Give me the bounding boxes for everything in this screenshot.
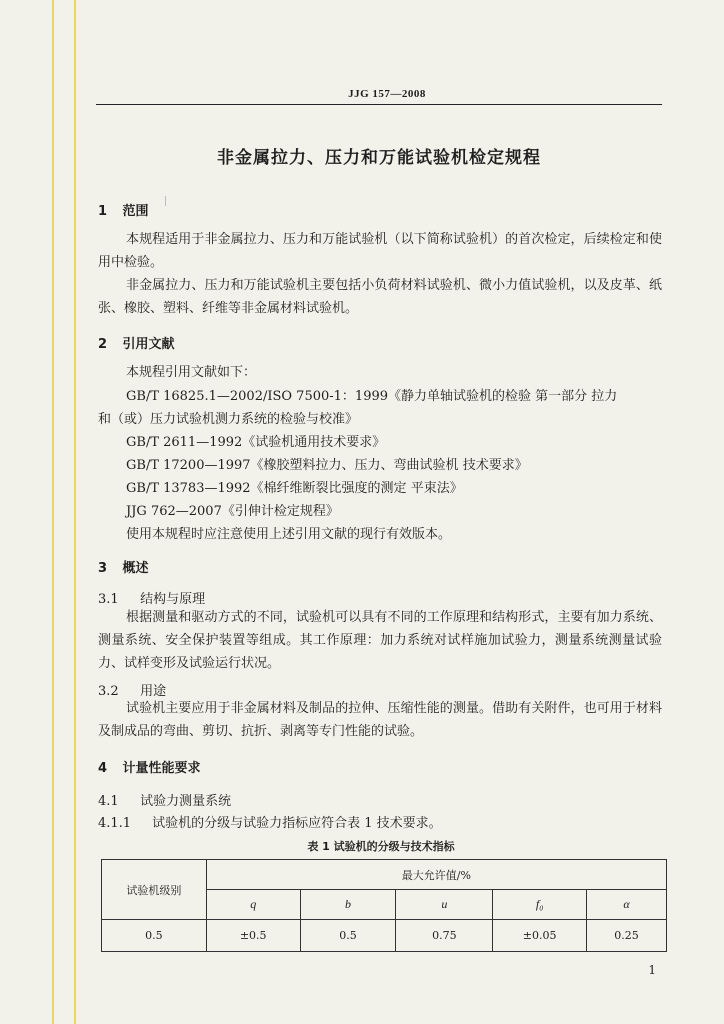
section-number: 3	[98, 561, 108, 576]
subsection-title: 结构与原理	[140, 592, 206, 607]
reference-item: GB/T 17200—1997《橡胶塑料拉力、压力、弯曲试验机 技术要求》	[126, 458, 528, 473]
section-2-heading	[98, 333, 175, 352]
table-cell-grade: 0.5	[102, 920, 207, 952]
section-title: 范围	[122, 204, 149, 219]
paragraph: 本规程适用于非金属拉力、压力和万能试验机（以下简称试验机）的首次检定，后续检定和使用中检验。	[98, 232, 662, 270]
subsection-4-1-heading	[98, 790, 231, 809]
subsection-4-1-1	[98, 812, 442, 831]
document-title: 非金属拉力、压力和万能试验机检定规程	[217, 148, 541, 168]
subsection-number: 4.1	[98, 794, 119, 809]
section-1-heading	[98, 200, 149, 219]
header-rule	[96, 104, 662, 105]
subsection-title: 用途	[140, 684, 167, 699]
pen-mark	[165, 196, 170, 206]
binding-margin-line	[74, 0, 76, 1024]
subsection-number: 4.1.1	[98, 816, 132, 831]
reference-note: 使用本规程时应注意使用上述引用文献的现行有效版本。	[126, 527, 452, 542]
column-header-symbol: f₀	[493, 890, 587, 920]
column-header-symbol: u	[396, 890, 493, 920]
subsection-3-1-heading	[98, 588, 205, 607]
paragraph: 根据测量和驱动方式的不同，试验机可以具有不同的工作原理和结构形式，主要有加力系统、测量系统、安全保护装置等组成。其工作原理：加力系统对试样施加试验力，测量系统测量试验力、试样变形及试验运行状况。	[98, 610, 662, 671]
table-cell: 0.75	[396, 920, 493, 952]
section-number: 2	[98, 337, 108, 352]
reference-item: JJG 762—2007《引伸计检定规程》	[126, 504, 339, 519]
section-title: 引用文献	[122, 337, 175, 352]
reference-item: GB/T 16825.1—2002/ISO 7500-1：1999《静力单轴试验机的检验 第一部分 拉力	[126, 389, 618, 404]
table-cell: ±0.5	[206, 920, 300, 952]
section-title: 计量性能要求	[122, 761, 201, 776]
subsection-number: 3.1	[98, 592, 119, 607]
page-number: 1	[648, 963, 656, 977]
grade-spec-table	[101, 859, 667, 952]
reference-item: GB/T 13783—1992《棉纤维断裂比强度的测定 平束法》	[126, 481, 463, 496]
binding-margin-line	[52, 0, 54, 1024]
section-3-heading	[98, 557, 149, 576]
column-header-symbol: b	[300, 890, 396, 920]
table-header-row	[102, 860, 667, 890]
table-caption: 表 1 试验机的分级与技术指标	[307, 840, 455, 853]
section-number: 1	[98, 204, 108, 219]
column-header-grade: 试验机级别	[102, 860, 207, 920]
table-row	[102, 920, 667, 952]
column-header-group: 最大允许值/%	[206, 860, 666, 890]
table-cell: ±0.05	[493, 920, 587, 952]
column-header-symbol: q	[206, 890, 300, 920]
header-standard-code: JJG 157—2008	[348, 88, 426, 100]
reference-item: GB/T 2611—1992《试验机通用技术要求》	[126, 435, 386, 450]
column-header-symbol: α	[587, 890, 667, 920]
reference-intro: 本规程引用文献如下：	[126, 365, 257, 380]
paragraph: 试验机主要应用于非金属材料及制品的拉伸、压缩性能的测量。借助有关附件，也可用于材料及制成品的弯曲、剪切、抗折、剥离等专门性能的试验。	[98, 701, 662, 739]
paragraph: 非金属拉力、压力和万能试验机主要包括小负荷材料试验机、微小力值试验机，以及皮革、纸张、橡胶、塑料、纤维等非金属材料试验机。	[98, 278, 662, 316]
subsection-title: 试验力测量系统	[140, 794, 232, 809]
reference-item-continued: 和（或）压力试验机测力系统的检验与校准》	[98, 412, 359, 427]
subsection-number: 3.2	[98, 684, 119, 699]
section-title: 概述	[122, 561, 149, 576]
table-cell: 0.25	[587, 920, 667, 952]
section-4-heading	[98, 757, 201, 776]
table-cell: 0.5	[300, 920, 396, 952]
section-number: 4	[98, 761, 108, 776]
subsection-text: 试验机的分级与试验力指标应符合表 1 技术要求。	[152, 816, 442, 831]
